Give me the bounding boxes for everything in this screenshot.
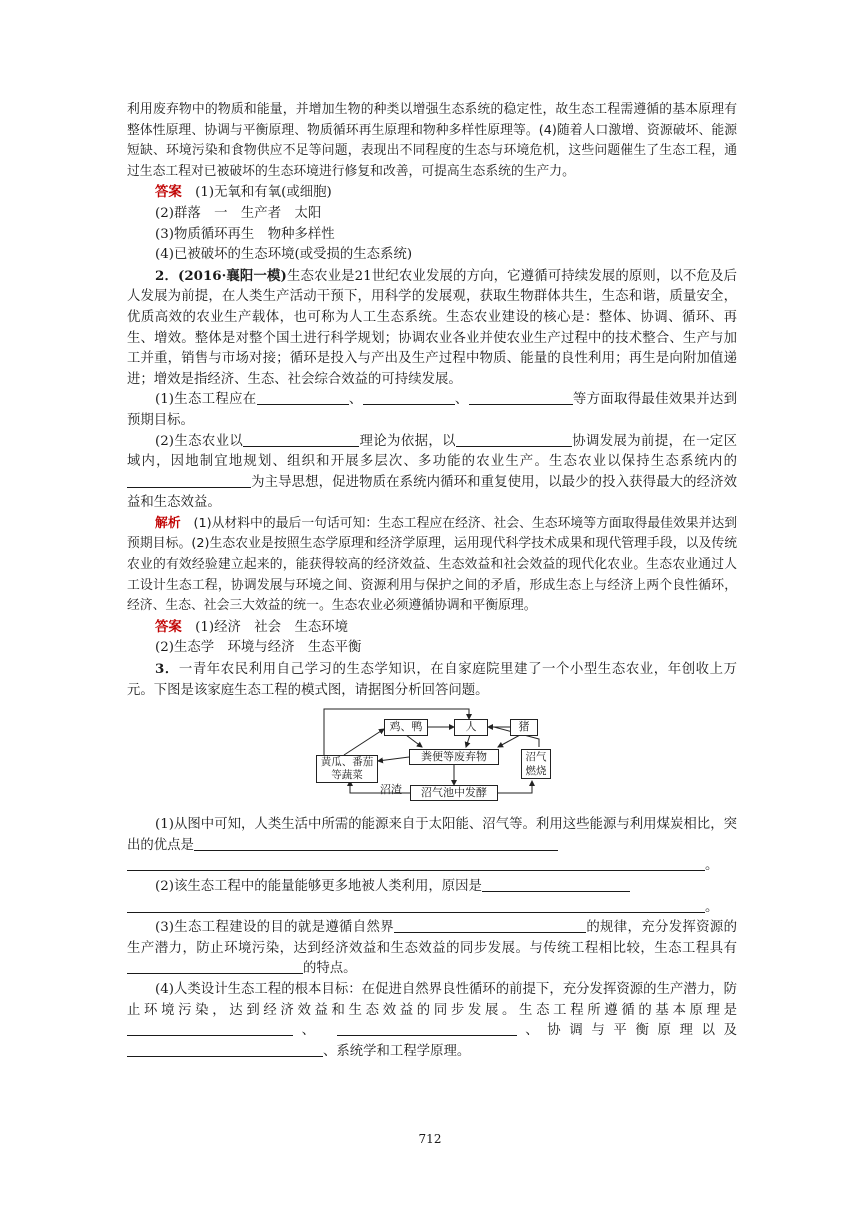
question-stem: 生态农业是21世纪农业发展的方向，它遵循可持续发展的原则，以不危及后人发展为前提，在人类生产活动干预下，用科学的发展观，获取生物群体共生，生态和谐，质量安全，优质高效的农业生产载体，也可称为人工生态系统。生态农业建设的核心是：整体、协调、循环、再生、增效。整体是对整个国土进行科学规划；协调农业各业并使农业生产过程中的技术整合、生产与加工并重，销售与市场对接；循环是投入与产出及生产过程中物质、能量的良性利用；再生是向附加值递进；增效是指经济、生态、社会综合效益的可持续发展。 [127, 268, 738, 387]
q2-answer-1 [127, 617, 737, 639]
answer-blank[interactable] [194, 836, 558, 851]
text: 、 [293, 1023, 324, 1039]
question-number: 2． [155, 267, 178, 284]
answer-text: (1)经济 社会 生态环境 [195, 619, 349, 635]
text: 理论为依据，以 [359, 433, 456, 449]
q2-answer-2: (2)生态学 环境与经济 生态平衡 [155, 640, 362, 656]
answer-label: 答案 [155, 618, 182, 635]
page-content [127, 100, 737, 1062]
text: (1)从图中可知，人类生活中所需的能源来自于太阳能、沼气等。利用这些能源与利用煤炭相比，突出的优点是 [127, 817, 737, 853]
q3-part1 [127, 815, 737, 877]
q2-analysis [127, 514, 737, 617]
text: (1)生态工程应在 [155, 392, 257, 408]
q1-answer-3: (3)物质循环再生 物种多样性 [155, 226, 335, 242]
answer-blank[interactable] [127, 959, 303, 974]
eco-engineering-diagram [314, 705, 554, 807]
q3-stem [127, 659, 737, 701]
text: 。 [705, 858, 719, 874]
answer-blank[interactable] [257, 390, 349, 405]
question-source: (2016·襄阳一模) [178, 267, 287, 284]
question-stem: 一青年农民利用自己学习的生态学知识，在自家庭院里建了一个小型生态农业，年创收上万元。下图是该家庭生态工程的模式图，请据图分析回答问题。 [127, 662, 737, 698]
residue-label: 沼渣 [380, 783, 402, 797]
q2-part2 [127, 432, 737, 514]
human-box: 人 [454, 719, 488, 736]
q2-stem [127, 266, 737, 391]
text: (3)生态工程建设的目的就是遵循自然界 [155, 920, 394, 936]
q1-answer-1 [127, 182, 737, 204]
answer-label: 答案 [155, 184, 182, 201]
analysis-label: 解析 [155, 515, 181, 531]
waste-box: 粪便等废弃物 [409, 749, 499, 765]
answer-text: (1)无氧和有氧(或细胞) [195, 185, 332, 201]
pig-box: 猪 [510, 719, 538, 736]
biogas-burn-box: 沼气燃烧 [521, 749, 551, 779]
page-number: 712 [418, 1132, 442, 1146]
text: 。 [705, 899, 719, 915]
answer-blank[interactable] [127, 1042, 323, 1057]
text: (2)生态农业以 [155, 433, 244, 449]
answer-blank[interactable] [394, 918, 586, 933]
text: 的特点。 [303, 961, 357, 977]
answer-blank[interactable] [243, 432, 359, 447]
q1-answer-2: (2)群落 一 生产者 太阳 [155, 205, 322, 221]
q2-part1 [127, 390, 737, 431]
text: 的规律，充分发挥资源的生产潜力，防止环境污染，达到经济效益和生态效益的同步发展。与传统工程相比较，生态工程具有 [127, 920, 738, 956]
crops-box: 黄瓜、番茄等蔬菜 [316, 755, 378, 783]
answer-blank[interactable] [469, 390, 573, 405]
chicken-duck-box: 鸡、鸭 [384, 719, 428, 736]
answer-blank[interactable] [127, 856, 705, 871]
q3-part2 [127, 877, 737, 918]
text: 等方面取得最佳效果并达到预期目标。 [127, 392, 738, 428]
text: 、协调与平衡原理以及 [516, 1023, 738, 1039]
text: 协调发展为前提，在一定区域内，因地制宜地规划、组织和开展多层次、多功能的农业生产。生态农业以保持生态系统内的 [127, 433, 738, 470]
text: (4)人类设计生态工程的根本目标：在促进自然界良性循环的前提下，充分发挥资源的生产潜力，防止环境污染，达到经济效益和生态效益的同步发展。生态工程所遵循的基本原理是 [127, 981, 737, 1018]
q3-part3 [127, 918, 737, 980]
answer-blank[interactable] [337, 1021, 517, 1036]
answer-blank[interactable] [127, 473, 251, 488]
text: 为主导思想，促进物质在系统内循环和重复使用，以最少的投入获得最大的经济效益和生态效益。 [127, 474, 737, 511]
answer-blank[interactable] [456, 432, 572, 447]
answer-blank[interactable] [127, 898, 705, 913]
prev-explanation: 利用废弃物中的物质和能量，并增加生物的种类以增强生态系统的稳定性，故生态工程需遵循的基本原理有整体性原理、协调与平衡原理、物质循环再生原理和物种多样性原理等。(4)随着人口激增、资源破坏、能源短缺、环境污染和食物供应不足等问题，表现出不同程度的生态与环境危机，这些问题催生了生态工程，通过生态工程对已被破坏的生态环境进行修复和改善，可提高生态系统的生产力。 [127, 102, 737, 179]
q1-answer-4: (4)已被破坏的生态环境(或受损的生态系统) [155, 247, 413, 263]
answer-blank[interactable] [482, 877, 630, 892]
answer-blank[interactable] [127, 1021, 293, 1036]
answer-blank[interactable] [363, 390, 455, 405]
text: 、 [348, 392, 363, 408]
question-number: 3． [155, 661, 179, 678]
q3-part4 [127, 980, 737, 1062]
analysis-text: (1)从材料中的最后一句话可知：生态工程应在经济、社会、生态环境等方面取得最佳效果并达到预期目标。(2)生态农业是按照生态学原理和经济学原理，运用现代科学技术成果和现代管理手段，以及传统农业的有效经验建立起来的，能获得较高的经济效益、生态效益和社会效益的现代化农业。生态农业通过人工设计生态工程，协调发展与环境之间、资源利用与保护之间的矛盾，形成生态上与经济上两个良性循环，经济、生态、社会三大效益的统一。生态农业必须遵循协调和平衡原理。 [127, 515, 738, 614]
text: 、系统学和工程学原理。 [323, 1043, 471, 1059]
text: (2)该生态工程中的能量能够更多地被人类利用，原因是 [155, 879, 482, 894]
biogas-ferment-box: 沼气池中发酵 [410, 785, 498, 801]
text: 、 [454, 392, 469, 408]
